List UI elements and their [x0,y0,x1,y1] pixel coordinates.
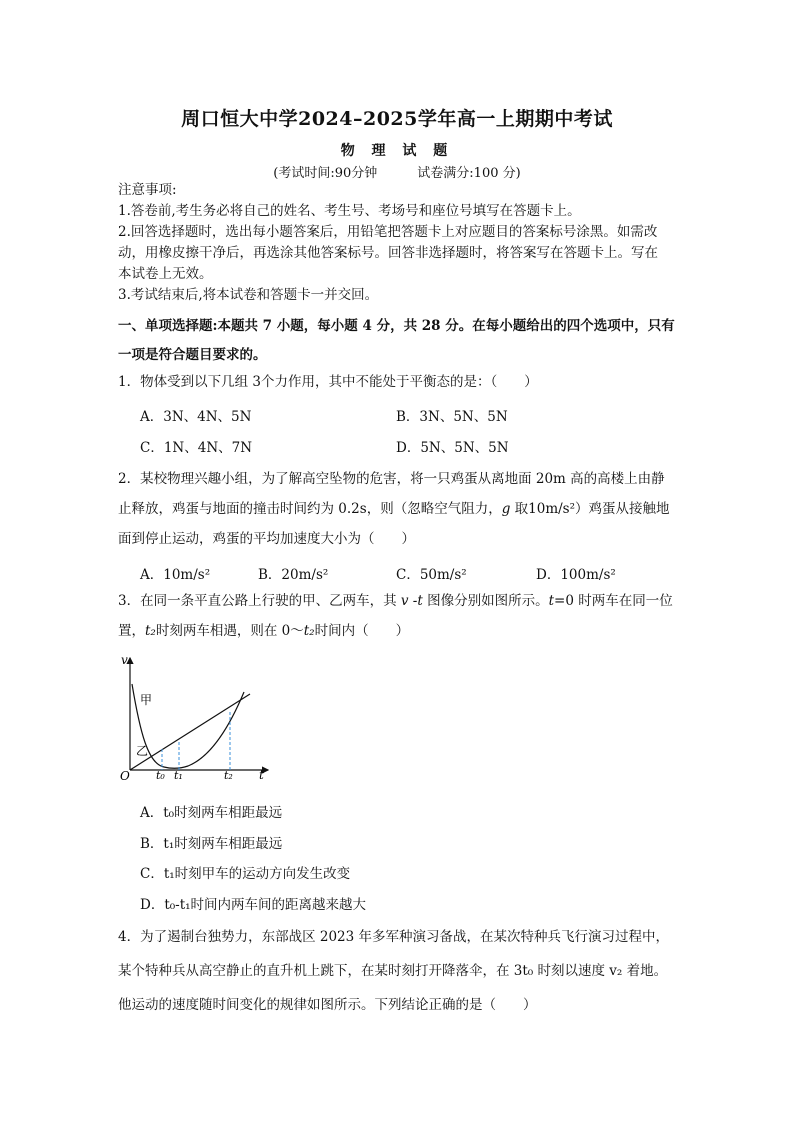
exam-title: 周口恒大中学2024–2025学年高一上期期中考试 [181,108,613,130]
q3-line-1a: 3．在同一条平直公路上行驶的甲、乙两车，其 [118,593,401,609]
question-4-stem [118,920,684,1022]
label-jia: 甲 [140,693,153,707]
q2-line-2a: 止释放，鸡蛋与地面的撞击时间约为 0.2s，则（忽略空气阻力， [118,501,502,517]
notice-item-3: 3.考试结束后,将本试卷和答题卡一并交回。 [118,287,379,303]
q3-line-1c: =0 时两车在同一位 [554,593,673,609]
q2-option-a: A．10m/s² [140,567,211,583]
exam-time-info [0,162,794,181]
q4-line-3: 他运动的速度随时间变化的规律如图所示。下列结论正确的是（ ） [118,997,537,1013]
q2-option-d: D．100m/s² [536,567,616,583]
section-heading-line-2: 一项是符合题目要求的。 [118,347,267,363]
question-1-stem: 1．物体受到以下几组 3个力作用，其中不能处于平衡态的是：（ ） [118,374,538,390]
q3-option-c: C．t₁时刻甲车的运动方向发生改变 [140,866,351,882]
label-origin: O [120,769,130,782]
q3-option-b: B．t₁时刻两车相距最远 [140,836,283,852]
label-t2: t₂ [224,769,233,782]
q2-line-2b: 取10m/s²）鸡蛋从接触地 [510,501,670,517]
notice-item-1: 1.答卷前,考生务必将自己的姓名、考生号、考场号和座位号填写在答题卡上。 [118,203,581,219]
q1-option-c: C．1N、4N、7N [140,440,253,456]
q3-t2-symbol: t₂ [145,623,156,639]
question-2-stem [118,464,684,554]
q3-line-2a: 置， [118,623,145,639]
section-heading [118,312,684,370]
question-3-stem [118,586,684,646]
notice-heading: 注意事项: [118,182,177,198]
notice-block [118,180,684,306]
q3-line-2b: 时刻两车相遇，则在 0～ [155,623,304,639]
exam-subject: 物 理 试 题 [340,143,454,159]
q3-t2-symbol-2: t₂ [303,623,315,639]
q1-option-b: B．3N、5N、5N [396,409,508,425]
label-t: t [259,768,264,782]
label-t1: t₁ [174,769,183,782]
q3-line-2 [118,616,684,646]
q2-line-3: 面到停止运动，鸡蛋的平均加速度大小为（ ） [118,531,415,547]
q4-line-2: 某个特种兵从高空静止的直升机上跳下，在某时刻打开降落伞，在 3t₀ 时刻以速度 v₂ 着地。 [118,963,668,979]
q2-option-c: C．50m/s² [396,567,467,583]
q3-line-1b: 图像分别如图所示。 [422,593,549,609]
q3-option-a: A．t₀时刻两车相距最远 [140,805,283,821]
q1-option-d: D．5N、5N、5N [396,440,509,456]
section-heading-line-1: 一、单项选择题:本题共 7 小题，每小题 4 分，共 28 分。在每小题给出的四个选项中，只有 [118,318,675,334]
q2-option-b: B．20m/s² [258,567,329,583]
notice-item-2a: 2.回答选择题时，选出每小题答案后，用铅笔把答题卡上对应题目的答案标号涂黑。如需改 [118,224,658,240]
q3-vt-symbol: v -t [400,593,423,609]
q3-t-symbol: t [548,593,555,609]
label-v: v [121,653,128,667]
q2-line-2 [118,494,684,524]
q4-line-1: 4．为了遏制台独势力，东部战区 2023 年多军种演习备战，在某次特种兵飞行演习过程中， [118,929,670,945]
q3-line-1 [118,586,684,616]
q3-vt-graph [118,652,278,782]
q2-g-symbol: g [501,501,511,517]
q3-line-2c: 时间内（ ） [314,623,410,639]
q1-option-a: A．3N、4N、5N [140,409,252,425]
label-yi: 乙 [136,744,149,758]
notice-item-2b: 动，用橡皮擦干净后，再选涂其他答案标号。回答非选择题时，将答案写在答题卡上。写在 [118,245,658,261]
q3-option-d: D．t₀-t₁时间内两车间的距离越来越大 [140,897,367,913]
exam-full-score: 试卷满分:100 分) [417,166,521,181]
notice-item-2c: 本试卷上无效。 [118,266,213,282]
q2-line-1: 2．某校物理兴趣小组，为了解高空坠物的危害，将一只鸡蛋从离地面 20m 高的高楼上由静 [118,471,665,487]
label-t0: t₀ [156,769,165,782]
exam-duration: (考试时间:90分钟 [273,166,378,181]
